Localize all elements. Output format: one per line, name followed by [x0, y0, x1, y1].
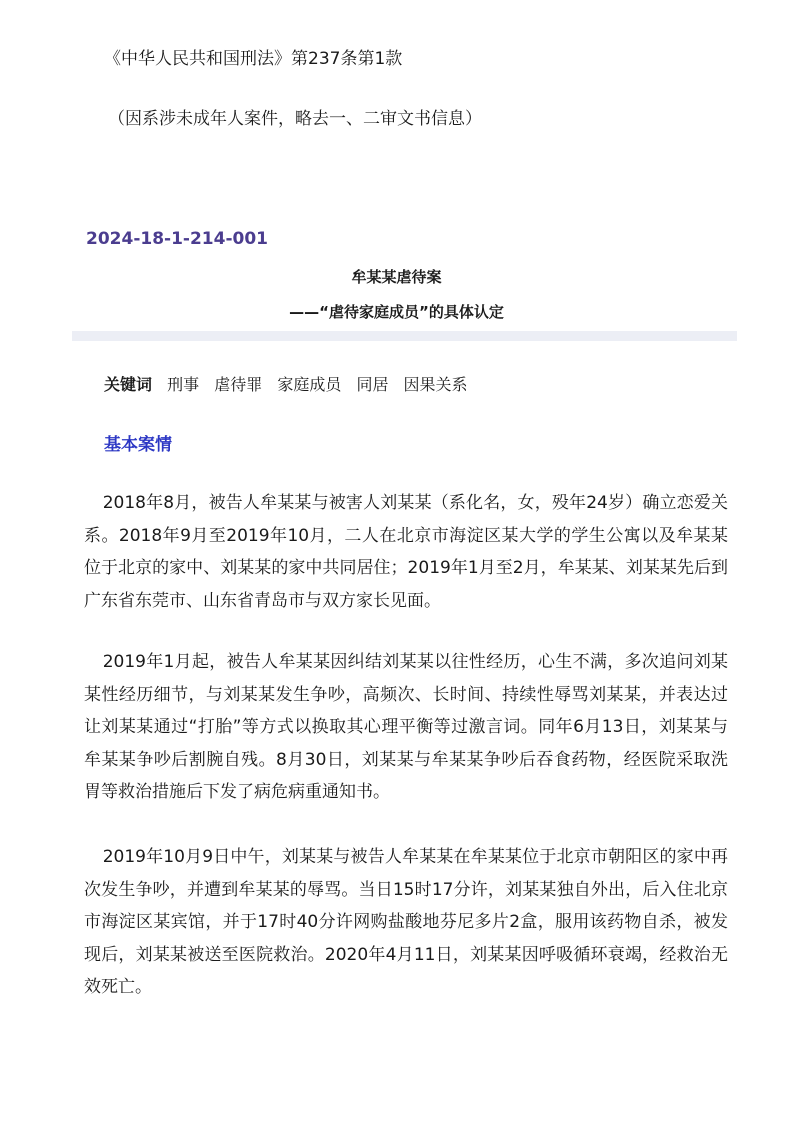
omission-note: （因系涉未成年人案件，略去一、二审文书信息）	[108, 109, 482, 129]
keyword: 家庭成员	[277, 375, 342, 394]
section-heading-basic-facts: 基本案情	[104, 435, 172, 455]
keyword: 因果关系	[403, 375, 468, 394]
keywords-row	[104, 372, 468, 395]
keyword: 虐待罪	[214, 375, 263, 394]
paragraph: 2019年10月9日中午，刘某某与被告人牟某某在牟某某位于北京市朝阳区的家中再次发生争吵，并遭到牟某某的辱骂。当日15时17分许，刘某某独自外出，后入住北京市海淀区某宾馆，并于17时40分许网购盐酸地芬尼多片2盒，服用该药物自杀，被发现后，刘某某被送至医院救治。2020年4月11日，刘某某因呼吸循环衰竭，经救治无效死亡。	[84, 847, 728, 997]
keyword: 同居	[356, 375, 389, 394]
keywords-label: 关键词	[104, 375, 153, 394]
case-subtitle: ——“虐待家庭成员”的具体认定	[289, 303, 504, 321]
law-reference: 《中华人民共和国刑法》第237条第1款	[104, 49, 403, 69]
case-number: 2024-18-1-214-001	[86, 229, 268, 249]
keyword: 刑事	[167, 375, 200, 394]
paragraph: 2018年8月，被告人牟某某与被害人刘某某（系化名，女，殁年24岁）确立恋爱关系。2018年9月至2019年10月，二人在北京市海淀区某大学的学生公寓以及牟某某位于北京的家中、刘某某的家中共同居住；2019年1月至2月，牟某某、刘某某先后到广东省东莞市、山东省青岛市与双方家长见面。	[84, 493, 728, 611]
title-divider	[72, 331, 737, 341]
case-title: 牟某某虐待案	[351, 268, 442, 286]
paragraph: 2019年1月起，被告人牟某某因纠结刘某某以往性经历，心生不满，多次追问刘某某性经历细节，与刘某某发生争吵，高频次、长时间、持续性辱骂刘某某，并表达过让刘某某通过“打胎”等方式以换取其心理平衡等过激言词。同年6月13日，刘某某与牟某某争吵后割腕自残。8月30日，刘某某与牟某某争吵后吞食药物，经医院采取洗胃等救治措施后下发了病危病重通知书。	[84, 652, 728, 802]
